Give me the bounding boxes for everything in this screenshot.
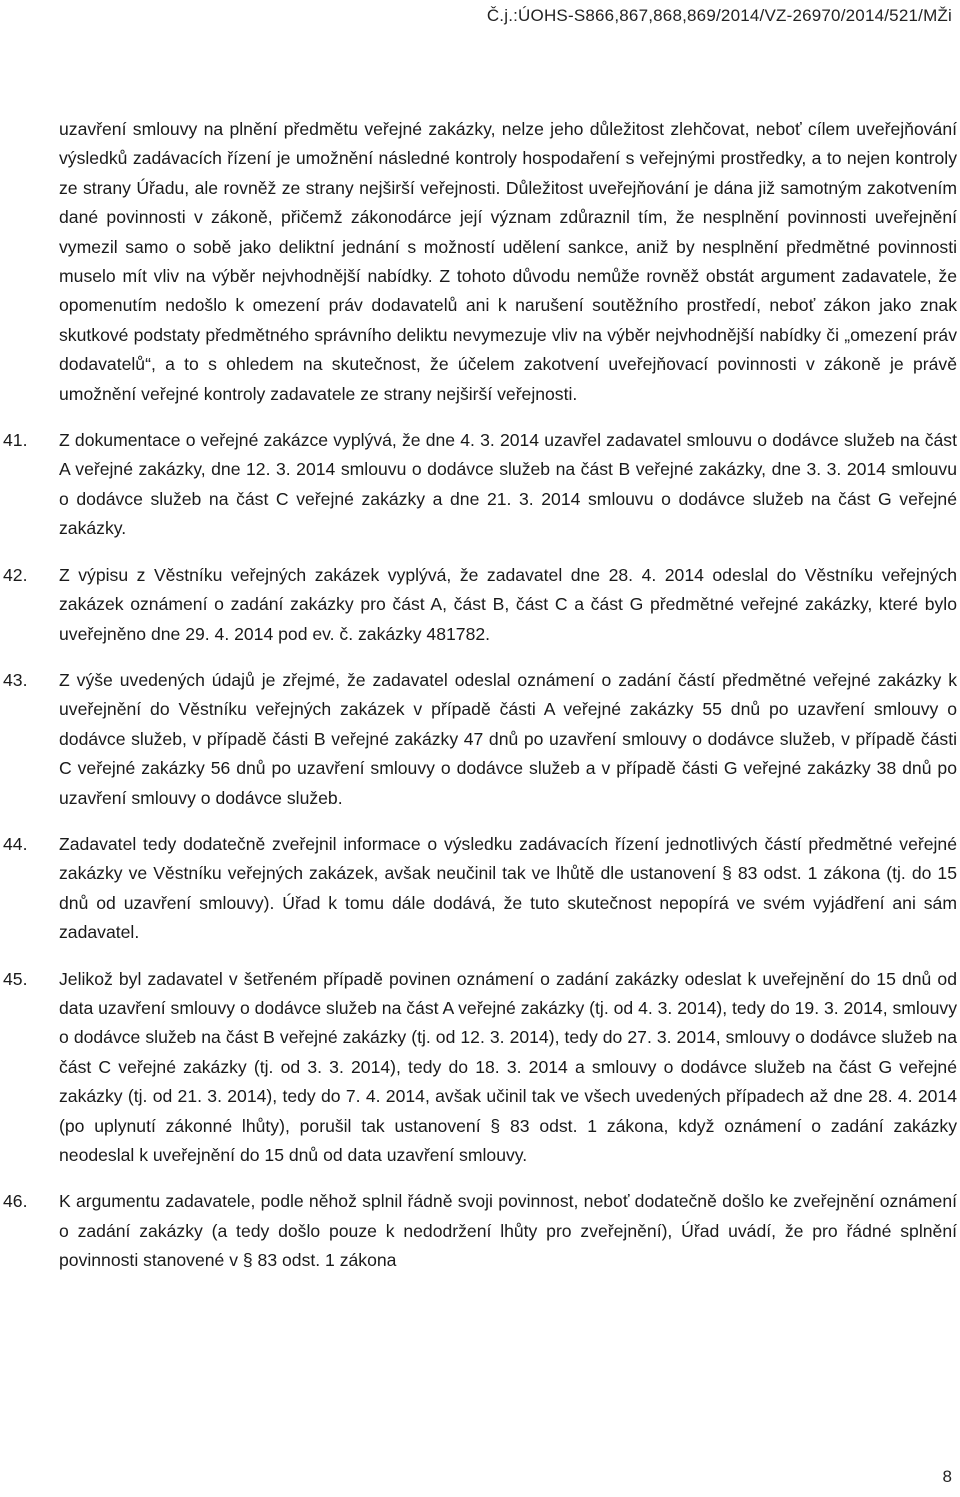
paragraph-text: Z dokumentace o veřejné zakázce vyplývá, že dne 4. 3. 2014 uzavřel zadavatel smlouvu o dodávce služeb na část A veřejné zakázky, dne 12. 3. 2014 smlouvu o dodávce služeb na část B veřejné zakázky, dne 3. 3. 2014 smlouvu o dodávce služeb na část C veřejné zakázky a dne 21. 3. 2014 smlouvu o dodávce služeb na část G veřejné zakázky.: [59, 430, 957, 539]
page-number: 8: [942, 1467, 952, 1486]
paragraph-text: K argumentu zadavatele, podle něhož splnil řádně svoji povinnost, neboť dodatečně došlo ke zveřejnění oznámení o zadání zakázky (a tedy došlo pouze k nedodržení lhůty pro zveřejnění), Úřad uvádí, že pro řádné splnění povinnosti stanovené v § 83 odst. 1 zákona: [59, 1191, 957, 1271]
numbered-paragraph-41: [3, 426, 957, 544]
paragraph-number: 45.: [3, 968, 28, 989]
numbered-paragraph-42: [3, 561, 957, 649]
paragraph-number: 42.: [3, 564, 28, 585]
paragraph-number: 46.: [3, 1191, 28, 1212]
numbered-paragraph-45: [3, 965, 957, 1171]
document-reference: Č.j.:ÚOHS-S866,867,868,869/2014/VZ-26970/2014/521/MŽi: [486, 6, 952, 25]
paragraph-text: Zadavatel tedy dodatečně zveřejnil informace o výsledku zadávacích řízení jednotlivých částí předmětné veřejné zakázky ve Věstníku veřejných zakázek, avšak neučinil tak ve lhůtě dle ustanovení § 83 odst. 1 zákona (tj. do 15 dnů od uzavření smlouvy). Úřad k tomu dále dodává, že tuto skutečnost nepopírá ve svém vyjádření ani sám zadavatel.: [59, 833, 957, 943]
paragraph-text: Z výpisu z Věstníku veřejných zakázek vyplývá, že zadavatel dne 28. 4. 2014 odeslal do Věstníku veřejných zakázek oznámení o zadání zakázky pro část A, část B, část C a část G předmětné veřejné zakázky, které bylo uveřejněno dne 29. 4. 2014 pod ev. č. zakázky 481782.: [59, 564, 957, 644]
document-body: [3, 115, 957, 1276]
paragraph-text: Jelikož byl zadavatel v šetřeném případě povinen oznámení o zadání zakázky odeslat k uveřejnění do 15 dnů od data uzavření smlouvy o dodávce služeb na část A veřejné zakázky (tj. od 4. 3. 2014), tedy do 19. 3. 2014, smlouvy o dodávce služeb na část B veřejné zakázky (tj. od 12. 3. 2014), tedy do 27. 3. 2014, smlouvy o dodávce služeb na část C veřejné zakázky (tj. od 3. 3. 2014), tedy do 18. 3. 2014 a smlouvy o dodávce služeb na část G veřejné zakázky (tj. od 21. 3. 2014), tedy do 7. 4. 2014, avšak učinil tak ve všech uvedených případech až dne 28. 4. 2014 (po uplynutí zákonné lhůty), porušil tak ustanovení § 83 odst. 1 zákona, když oznámení o zadání zakázky neodeslal k uveřejnění do 15 dnů od data uzavření smlouvy.: [59, 968, 957, 1165]
paragraph-number: 43.: [3, 669, 28, 690]
numbered-paragraph-44: [3, 830, 957, 948]
numbered-paragraph-46: [3, 1187, 957, 1275]
continued-paragraph: uzavření smlouvy na plnění předmětu veřejné zakázky, nelze jeho důležitost zlehčovat, neboť cílem uveřejňování výsledků zadávacích řízení je umožnění následné kontroly hospodaření s veřejnými prostředky, a to nejen kontroly ze strany Úřadu, ale rovněž ze strany nejširší veřejnosti. Důležitost uveřejňování je dána již samotným zakotvením dané povinnosti v zákoně, přičemž zákonodárce její význam zdůraznil tím, že nesplnění povinnosti uveřejnění vymezil samo o sobě jako deliktní jednání s možností udělení sankce, aniž by nesplnění předmětné povinnosti muselo mít vliv na výběr nejvhodnější nabídky. Z tohoto důvodu nemůže rovněž obstát argument zadavatele, že opomenutím nedošlo k omezení práv dodavatelů ani k narušení soutěžního prostředí, neboť zákon jako znak skutkové podstaty předmětného správního deliktu nevymezuje vliv na výběr nejvhodnější nabídky či „omezení práv dodavatelů“, a to s ohledem na skutečnost, že účelem zakotvení uveřejňovací povinnosti v zákoně je právě umožnění veřejné kontroly zadavatele ze strany nejširší veřejnosti.: [59, 119, 957, 404]
paragraph-number: 44.: [3, 833, 28, 854]
numbered-paragraph-43: [3, 666, 957, 813]
paragraph-text: Z výše uvedených údajů je zřejmé, že zadavatel odeslal oznámení o zadání částí předmětné veřejné zakázky k uveřejnění do Věstníku veřejných zakázek v případě části A veřejné zakázky 55 dnů po uzavření smlouvy o dodávce služeb, v případě části B veřejné zakázky 47 dnů po uzavření smlouvy o dodávce služeb, v případě části C veřejné zakázky 56 dnů po uzavření smlouvy o dodávce služeb a v případě části G veřejné zakázky 38 dnů po uzavření smlouvy o dodávce služeb.: [59, 669, 957, 808]
paragraph-number: 41.: [3, 430, 28, 451]
